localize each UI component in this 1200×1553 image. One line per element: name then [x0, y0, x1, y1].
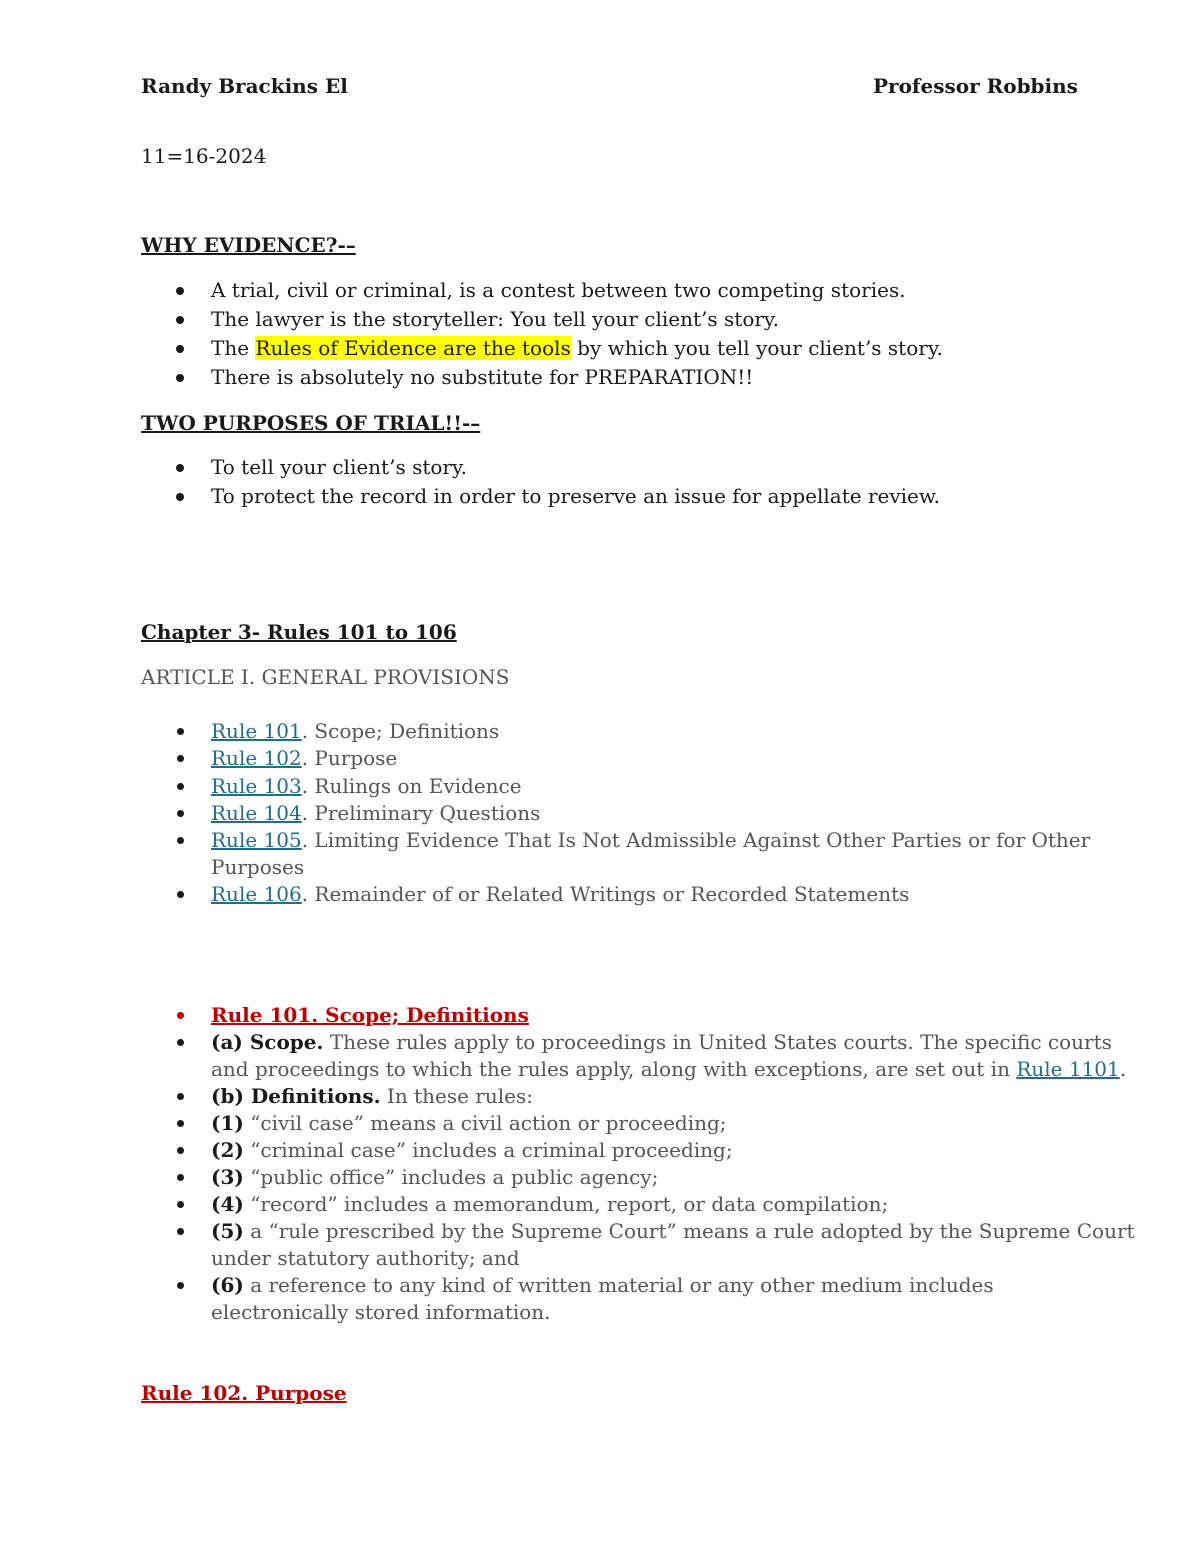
rule-101-link[interactable]: Rule 101 [211, 719, 302, 743]
rule-title: . Limiting Evidence That Is Not Admissible Against Other Parties or for Other [301, 828, 1091, 852]
list-item-tools [211, 335, 943, 362]
definitions-item [211, 1083, 533, 1110]
bullet-icon [177, 783, 184, 790]
bullet-icon [177, 1039, 184, 1046]
bullet-icon [177, 1147, 184, 1154]
scope-label: (a) Scope. [211, 1030, 324, 1054]
rule-list-item [211, 827, 1090, 854]
bullet-icon [176, 493, 184, 501]
definition-item [211, 1137, 733, 1164]
rule-list-item [211, 745, 397, 772]
rule-1101-link[interactable]: Rule 1101 [1016, 1057, 1120, 1081]
rule-title: . Remainder of or Related Writings or Recorded Statements [301, 882, 910, 906]
definition-number: (4) [211, 1192, 244, 1216]
rule-104-link[interactable]: Rule 104 [211, 801, 302, 825]
scope-text: These rules apply to proceedings in United States courts. The specific courts [323, 1030, 1112, 1054]
rule-106-link[interactable]: Rule 106 [211, 882, 302, 906]
bullet-icon [177, 755, 184, 762]
bullet-icon [177, 810, 184, 817]
rule-105-link[interactable]: Rule 105 [211, 828, 302, 852]
scope-end: . [1119, 1057, 1127, 1081]
rule-102-link[interactable]: Rule 102 [211, 746, 302, 770]
list-item: There is absolutely no substitute for PREPARATION!! [211, 365, 754, 389]
bullet-icon [176, 345, 184, 353]
list-item: A trial, civil or criminal, is a contest between two competing stories. [211, 278, 906, 302]
bullet-icon [176, 316, 184, 324]
definition-continued: under statutory authority; and [211, 1246, 520, 1270]
highlighted-text: Rules of Evidence are the tools [255, 336, 571, 360]
rule-title-continued: Purposes [211, 855, 305, 879]
scope-text: and proceedings to which the rules apply, along with exceptions, are set out in [211, 1057, 1017, 1081]
definition-number: (3) [211, 1165, 244, 1189]
definition-text: “civil case” means a civil action or proceeding; [243, 1111, 727, 1135]
rule-title: . Scope; Definitions [301, 719, 500, 743]
rule-list-item [211, 773, 522, 800]
bullet-icon [176, 374, 184, 382]
chapter-heading: Chapter 3- Rules 101 to 106 [141, 620, 457, 644]
bullet-icon [177, 1201, 184, 1208]
bullet-icon [177, 1093, 184, 1100]
definitions-text: In these rules: [380, 1084, 533, 1108]
bullet-icon [177, 728, 184, 735]
definition-item [211, 1164, 658, 1191]
bullet-icon [177, 1012, 184, 1019]
definitions-label: (b) Definitions. [211, 1084, 381, 1108]
bullet-icon [177, 837, 184, 844]
scope-item [211, 1029, 1112, 1056]
date: 11=16-2024 [141, 144, 267, 168]
definition-item [211, 1110, 727, 1137]
bullet-icon [177, 1282, 184, 1289]
rule-title: . Preliminary Questions [301, 801, 541, 825]
scope-item-continued [211, 1056, 1126, 1083]
list-item: The lawyer is the storyteller: You tell your client’s story. [211, 307, 779, 331]
two-purposes-heading: TWO PURPOSES OF TRIAL!!-– [141, 411, 481, 435]
bullet-icon [177, 1174, 184, 1181]
bullet-icon [177, 891, 184, 898]
rule-101-heading: Rule 101. Scope; Definitions [211, 1003, 529, 1027]
rule-title: . Rulings on Evidence [301, 774, 522, 798]
bullet-icon [176, 287, 184, 295]
definition-text: “public office” includes a public agency; [243, 1165, 659, 1189]
definition-number: (6) [211, 1273, 244, 1297]
rule-list-item [211, 718, 499, 745]
definition-item [211, 1218, 1135, 1245]
tools-suffix: by which you tell your client’s story. [570, 336, 943, 360]
definition-item [211, 1191, 888, 1218]
definition-text: “criminal case” includes a criminal proceeding; [243, 1138, 733, 1162]
definition-number: (5) [211, 1219, 244, 1243]
rule-103-link[interactable]: Rule 103 [211, 774, 302, 798]
why-evidence-heading: WHY EVIDENCE?-– [141, 233, 356, 257]
definition-number: (1) [211, 1111, 244, 1135]
bullet-icon [177, 1120, 184, 1127]
list-item: To protect the record in order to preserve an issue for appellate review. [211, 484, 940, 508]
definition-text: “record” includes a memorandum, report, or data compilation; [243, 1192, 889, 1216]
definition-continued: electronically stored information. [211, 1300, 551, 1324]
definition-text: a “rule prescribed by the Supreme Court” means a rule adopted by the Supreme Court [243, 1219, 1135, 1243]
bullet-icon [176, 464, 184, 472]
author-name: Randy Brackins El [141, 74, 348, 98]
article-heading: ARTICLE I. GENERAL PROVISIONS [141, 665, 510, 689]
rule-list-item [211, 881, 909, 908]
list-item: To tell your client’s story. [211, 455, 467, 479]
definition-number: (2) [211, 1138, 244, 1162]
bullet-icon [177, 1228, 184, 1235]
definition-text: a reference to any kind of written material or any other medium includes [243, 1273, 994, 1297]
tools-prefix: The [211, 336, 256, 360]
rule-list-item [211, 800, 540, 827]
definition-item [211, 1272, 994, 1299]
rule-102-heading: Rule 102. Purpose [141, 1381, 347, 1405]
professor-name: Professor Robbins [873, 74, 1078, 98]
rule-title: . Purpose [301, 746, 398, 770]
